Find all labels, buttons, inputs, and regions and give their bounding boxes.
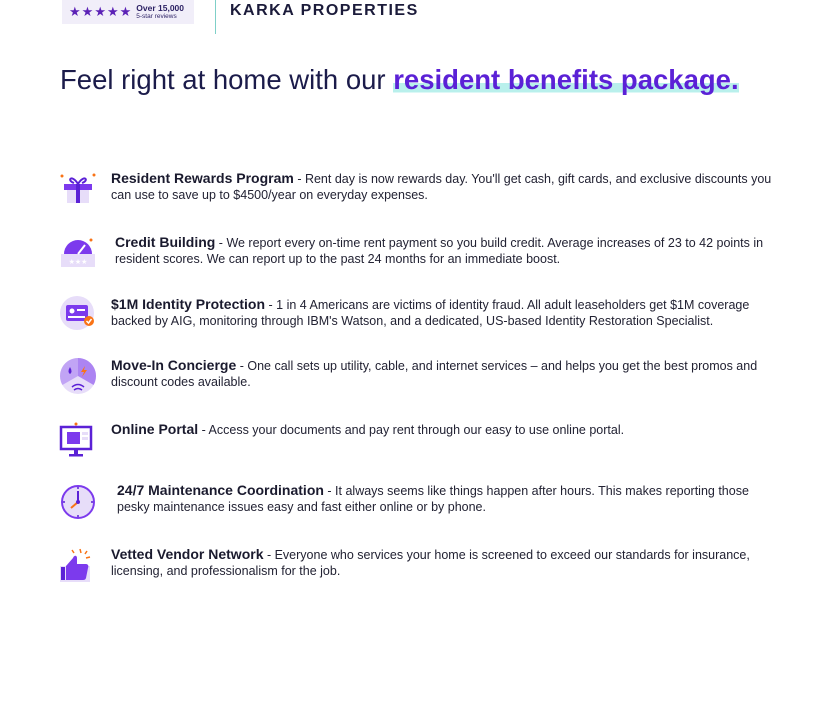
benefit-title: Online Portal	[111, 421, 199, 437]
utilities-icon	[58, 357, 98, 395]
benefit-description: 1 in 4 Americans are victims of identity fraud. All adult leaseholders get $1M coverage backed by AIG, monitoring through IBM's Watson, and a dedicated, US-based Identity Restoration Specialist.	[111, 298, 750, 328]
page-title	[60, 64, 739, 96]
benefit-description: Everyone who services your home is screened to exceed our standards for insurance, licensing, and professionalism for the job.	[111, 548, 750, 578]
star-icon: ★	[69, 4, 81, 20]
benefit-description: It always seems like things happen after hours. This makes reporting those pesky maintenance issues easy and fast either online or by phone.	[117, 484, 749, 514]
benefit-title: Move-In Concierge	[111, 357, 237, 373]
header-divider	[215, 0, 216, 34]
monitor-icon	[58, 421, 98, 459]
thumbs-up-icon	[58, 546, 98, 584]
id-card-icon	[58, 296, 98, 334]
separator: -	[265, 298, 277, 312]
benefit-description: One call sets up utility, cable, and internet services – and helps you get the best promos and discount codes available.	[111, 359, 758, 389]
gift-icon	[58, 170, 98, 208]
benefit-title: $1M Identity Protection	[111, 296, 266, 312]
benefit-title: Resident Rewards Program	[111, 170, 294, 186]
review-label: 5-star reviews	[136, 12, 177, 20]
benefit-description: Access your documents and pay rent through our easy to use online portal.	[208, 423, 625, 437]
benefit-title: Vetted Vendor Network	[111, 546, 264, 562]
benefit-description: Rent day is now rewards day. You'll get cash, gift cards, and exclusive discounts you can use to save up to $4500/year on everyday expenses.	[111, 172, 772, 202]
star-icon: ★	[94, 4, 106, 20]
clock-icon	[58, 482, 98, 520]
separator: -	[236, 359, 248, 373]
rating-badge[interactable]	[62, 0, 194, 24]
svg-text:★★★: ★★★	[68, 258, 88, 266]
star-icon: ★	[119, 4, 132, 20]
benefit-title: 24/7 Maintenance Coordination	[117, 482, 324, 498]
separator: -	[263, 548, 275, 562]
separator: -	[215, 236, 227, 250]
separator: -	[198, 423, 209, 437]
review-count: Over 15,000	[136, 3, 185, 13]
benefit-description: We report every on-time rent payment so you build credit. Average increases of 23 to 42 points in resident scores. We can report up to the past 24 months for an immediate boost.	[115, 236, 764, 266]
brand-name[interactable]: KARKA PROPERTIES	[230, 2, 419, 19]
separator: -	[293, 172, 305, 186]
separator: -	[323, 484, 336, 498]
star-icon: ★	[81, 4, 94, 20]
star-rating	[69, 6, 131, 19]
headline-lead: Feel right at home with our	[60, 64, 394, 95]
star-icon: ★	[106, 4, 119, 20]
credit-gauge-icon	[58, 234, 98, 272]
benefit-title: Credit Building	[115, 234, 216, 250]
headline-highlight: resident benefits package.	[393, 64, 739, 95]
header	[0, 0, 834, 36]
